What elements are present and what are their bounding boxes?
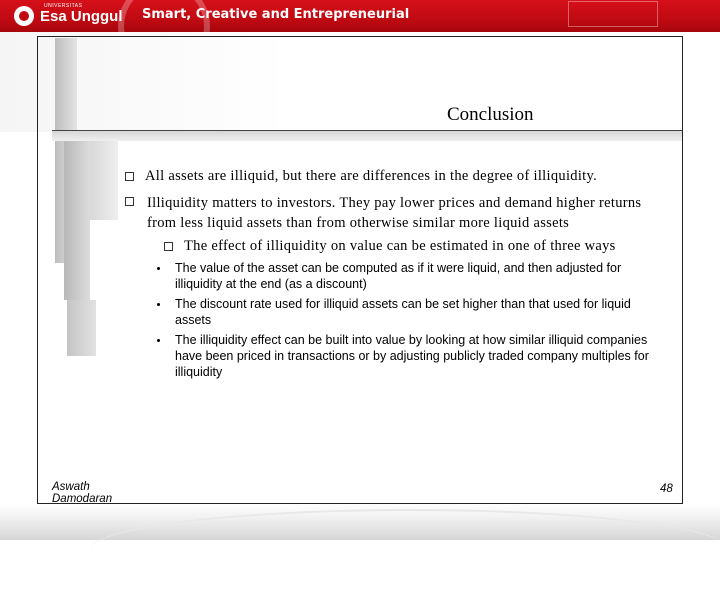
title-divider <box>52 130 682 131</box>
list-item: The discount rate used for illiquid assets can be set higher than that used for liquid assets <box>175 297 631 327</box>
tagline: Smart, Creative and Entrepreneurial <box>142 7 410 22</box>
square-bullet-icon <box>164 242 173 251</box>
dot-bullet-icon <box>157 339 160 342</box>
list-item: The value of the asset can be computed as if it were liquid, and then adjusted for illiquidity at the end (as a discount) <box>175 261 622 291</box>
square-bullet-icon <box>125 197 134 206</box>
page-number: 48 <box>660 483 673 495</box>
bullet-text: All assets are illiquid, but there are differences in the degree of illiquidity. <box>145 168 598 184</box>
slide-title: Conclusion <box>447 104 534 125</box>
university-logo-icon <box>14 6 34 26</box>
dot-bullet-icon <box>157 267 160 270</box>
footer-arc <box>90 509 720 591</box>
author-last-name: Damodaran <box>52 493 113 505</box>
footer-band <box>0 503 720 540</box>
list-item: The illiquidity effect can be built into value by looking at how similar illiquid companies have been priced in transactions or by adjusting publicly traded company multiples for illiquidity <box>175 333 649 379</box>
sub-bullet-heading: The effect of illiquidity on value can be estimated in one of three ways <box>184 238 616 254</box>
logo-text: Esa Unggul <box>40 8 123 25</box>
logo-small-text: UNIVERSITAS <box>44 3 83 9</box>
author-first-name: Aswath <box>52 481 90 493</box>
author-name <box>52 481 112 505</box>
banner-frame <box>568 1 658 27</box>
dot-bullet-icon <box>157 303 160 306</box>
square-bullet-icon <box>125 172 134 181</box>
header-banner <box>0 0 720 32</box>
bullet-text: Illiquidity matters to investors. They pay lower prices and demand higher returns from less liquid assets than from otherwise similar more liquid assets <box>147 195 642 231</box>
